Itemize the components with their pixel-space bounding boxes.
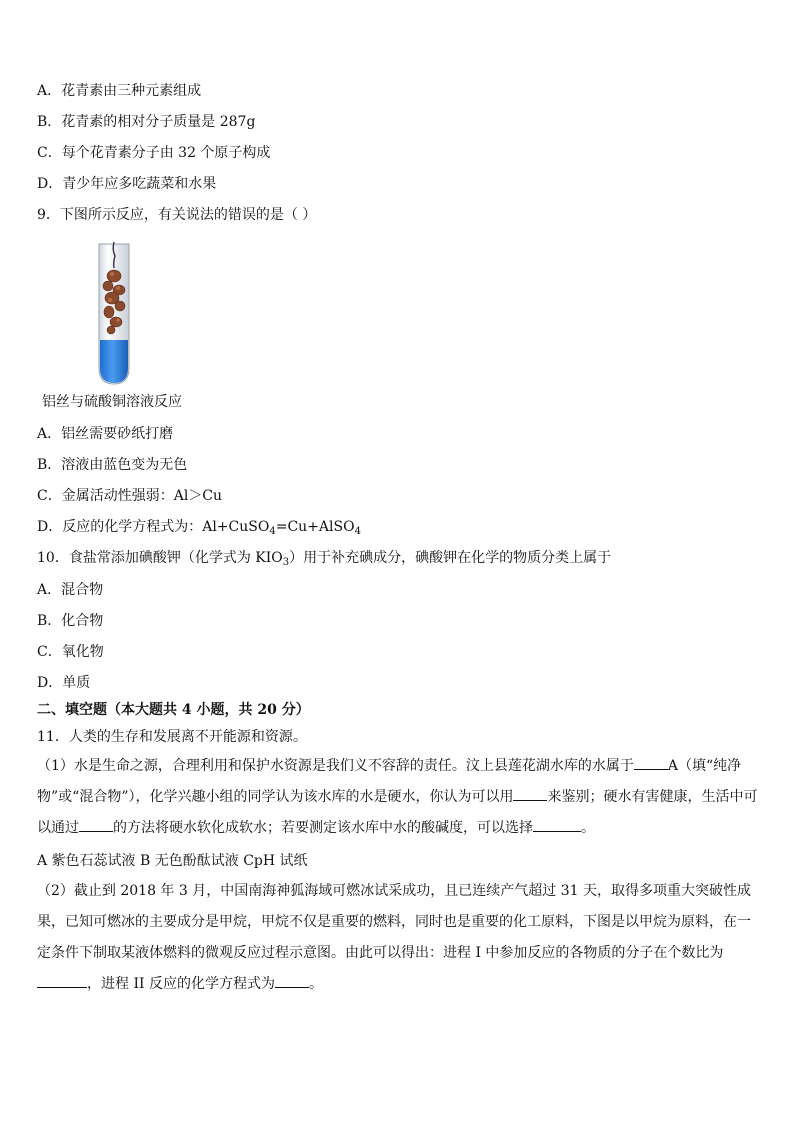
q11-part2-text-b: ，进程 II 反应的化学方程式为: [87, 976, 275, 992]
q10-stem: [37, 548, 611, 573]
q8-option-d: D．青少年应多吃蔬菜和水果: [37, 176, 217, 192]
answer-blank[interactable]: [634, 755, 668, 770]
answer-blank[interactable]: [37, 973, 87, 988]
q11-part2-text-a: （2）截止到 2018 年 3 月，中国南海神狐海域可燃冰试采成功，且已连续产气超过 31 天，取得多项重大突破性成果，已知可燃冰的主要成分是甲烷，甲烷不仅是重要的燃料，同时也是重要的化工原料，下图是以甲烷为原料，在一定条件下制取某液体燃料的微观反应过程示意图。由此可以得出：进程 I 中参加反应的各物质的分子在个数比为: [37, 883, 751, 961]
answer-blank[interactable]: [79, 817, 113, 832]
q10-stem-suffix: ）用于补充碘成分，碘酸钾在化学的物质分类上属于: [289, 550, 612, 566]
q8-option-c: C．每个花青素分子由 32 个原子构成: [37, 145, 271, 161]
q11-choices: A 紫色石蕊试液 B 无色酚酞试液 CpH 试纸: [37, 853, 308, 869]
q10-option-b: B．化合物: [37, 613, 104, 629]
q9-option-a: A．铝丝需要砂纸打磨: [37, 426, 174, 442]
q11-part2-text-c: 。: [308, 976, 323, 992]
q11-stem: 11．人类的生存和发展离不开能源和资源。: [37, 729, 307, 745]
answer-blank[interactable]: [275, 973, 309, 988]
section-heading: 二、填空题（本大题共 4 小题，共 20 分）: [37, 702, 310, 718]
q10-option-c: C．氧化物: [37, 644, 104, 660]
q8-option-b: B．花青素的相对分子质量是 287g: [37, 114, 256, 130]
subscript: 4: [354, 526, 361, 537]
answer-blank[interactable]: [513, 786, 547, 801]
q11-part1: [37, 751, 759, 844]
q9-stem: 9．下图所示反应，有关说法的错误的是（ ）: [37, 207, 317, 223]
q10-option-d: D．单质: [37, 675, 91, 691]
q11-part1-text-d: 的方法将硬水软化成软水；若要测定该水库中水的酸碱度，可以选择: [113, 820, 533, 836]
q9-option-d-prefix: D．反应的化学方程式为：Al+CuSO: [37, 519, 270, 535]
q11-part1-text-a: （1）水是生命之源，合理利用和保护水资源是我们义不容辞的责任。汶上县莲花湖水库的水属于: [37, 758, 634, 774]
subscript: 4: [269, 526, 276, 537]
answer-blank[interactable]: [533, 817, 581, 832]
q11-part1-text-c: 来鉴别；硬水有害健康，生活中可以通过: [37, 789, 758, 836]
q11-part2: [37, 876, 759, 1000]
test-tube-figure: [94, 240, 134, 388]
q11-part1-text-b: A（填“纯净物”或“混合物”），化学兴趣小组的同学认为该水库的水是硬水，你认为可以用: [37, 758, 742, 805]
q11-part1-text-e: 。: [581, 820, 595, 836]
q9-option-c: C．金属活动性强弱：Al＞Cu: [37, 488, 223, 504]
subscript: 3: [282, 557, 290, 568]
q8-option-a: A．花青素由三种元素组成: [37, 83, 202, 99]
q9-option-d: [37, 517, 361, 542]
q10-option-a: A．混合物: [37, 582, 104, 598]
q9-option-d-mid: =Cu+AlSO: [275, 519, 355, 535]
q9-option-b: B．溶液由蓝色变为无色: [37, 457, 188, 473]
q10-stem-prefix: 10．食盐常添加碘酸钾（化学式为 KIO: [37, 550, 283, 566]
figure-caption: 铝丝与硫酸铜溶液反应: [42, 394, 182, 410]
